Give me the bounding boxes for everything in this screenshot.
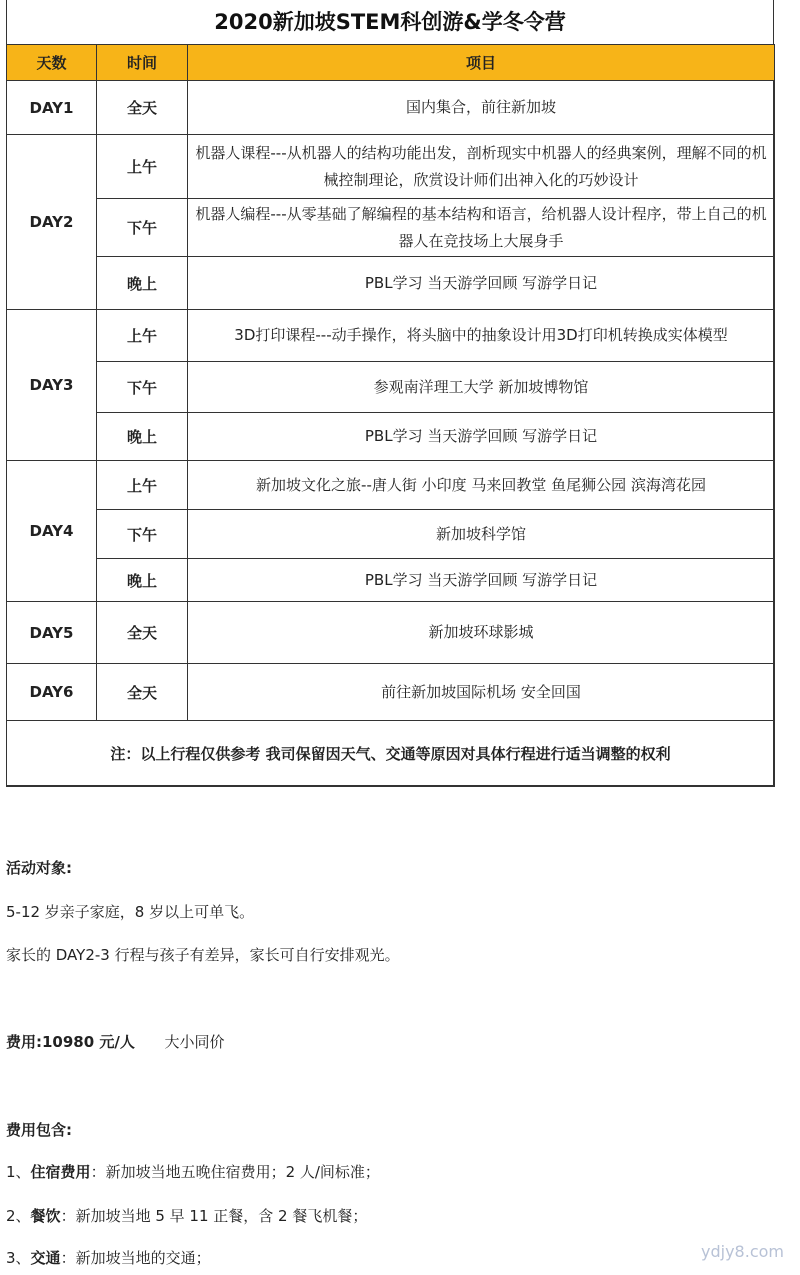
include-text: ：新加坡当地 5 早 11 正餐，含 2 餐飞机餐； — [60, 1207, 368, 1225]
time-cell: 下午 — [97, 199, 188, 257]
header-item: 项目 — [188, 45, 775, 81]
include-item-1 — [6, 1162, 380, 1182]
fee-note: 大小同价 — [164, 1033, 225, 1051]
table-row — [7, 559, 775, 602]
day-cell: DAY1 — [7, 81, 97, 135]
include-label: 住宿费用 — [30, 1163, 91, 1181]
time-cell: 全天 — [97, 602, 188, 664]
include-label: 交通 — [30, 1249, 61, 1267]
itinerary-sheet — [6, 0, 774, 786]
table-row — [7, 664, 775, 721]
day-cell: DAY5 — [7, 602, 97, 664]
watermark: ydjy8.com — [701, 1242, 784, 1261]
include-item-3 — [6, 1248, 211, 1268]
item-cell: 参观南洋理工大学 新加坡博物馆 — [188, 362, 775, 413]
time-cell: 上午 — [97, 461, 188, 510]
include-num: 3、 — [6, 1249, 31, 1267]
time-cell: 下午 — [97, 510, 188, 559]
table-row — [7, 81, 775, 135]
table-header-row — [7, 45, 775, 81]
time-cell: 上午 — [97, 135, 188, 199]
itinerary-table — [6, 44, 775, 787]
item-cell: 机器人课程---从机器人的结构功能出发，剖析现实中机器人的经典案例，理解不同的机械控制理论，欣赏设计师们出神入化的巧妙设计 — [188, 135, 775, 199]
item-cell: 机器人编程---从零基础了解编程的基本结构和语言，给机器人设计程序，带上自己的机器人在竞技场上大展身手 — [188, 199, 775, 257]
target-line-1: 5-12 岁亲子家庭，8 岁以上可单飞。 — [6, 903, 255, 921]
item-cell: 3D打印课程---动手操作，将头脑中的抽象设计用3D打印机转换成实体模型 — [188, 310, 775, 362]
include-item-2 — [6, 1206, 367, 1226]
item-cell: 新加坡环球影城 — [188, 602, 775, 664]
table-row — [7, 135, 775, 199]
header-day: 天数 — [7, 45, 97, 81]
table-row — [7, 413, 775, 461]
item-cell: PBL学习 当天游学回顾 写游学日记 — [188, 413, 775, 461]
item-cell: 国内集合，前往新加坡 — [188, 81, 775, 135]
table-row — [7, 257, 775, 310]
table-row — [7, 310, 775, 362]
item-cell: 新加坡科学馆 — [188, 510, 775, 559]
include-label: 餐饮 — [30, 1207, 61, 1225]
day-cell: DAY6 — [7, 664, 97, 721]
page-title: 2020新加坡STEM科创游&学冬令营 — [214, 10, 566, 34]
item-cell: 前往新加坡国际机场 安全回国 — [188, 664, 775, 721]
target-line-2: 家长的 DAY2-3 行程与孩子有差异，家长可自行安排观光。 — [6, 946, 400, 964]
time-cell: 下午 — [97, 362, 188, 413]
header-time: 时间 — [97, 45, 188, 81]
includes-label: 费用包含: — [6, 1121, 72, 1139]
include-text: ：新加坡当地五晚住宿费用；2 人/间标准； — [90, 1163, 380, 1181]
table-row — [7, 721, 775, 787]
time-cell: 全天 — [97, 664, 188, 721]
table-row — [7, 199, 775, 257]
time-cell: 上午 — [97, 310, 188, 362]
time-cell: 晚上 — [97, 413, 188, 461]
time-cell: 晚上 — [97, 559, 188, 602]
item-cell: 新加坡文化之旅--唐人街 小印度 马来回教堂 鱼尾狮公园 滨海湾花园 — [188, 461, 775, 510]
fee-line — [6, 1032, 224, 1052]
fee-label: 费用:10980 元/人 — [6, 1033, 135, 1051]
table-row — [7, 461, 775, 510]
time-cell: 晚上 — [97, 257, 188, 310]
table-row — [7, 510, 775, 559]
itinerary-note: 注：以上行程仅供参考 我司保留因天气、交通等原因对具体行程进行适当调整的权利 — [7, 721, 775, 787]
include-num: 1、 — [6, 1163, 31, 1181]
day-cell: DAY3 — [7, 310, 97, 461]
item-cell: PBL学习 当天游学回顾 写游学日记 — [188, 257, 775, 310]
item-cell: PBL学习 当天游学回顾 写游学日记 — [188, 559, 775, 602]
table-row — [7, 602, 775, 664]
include-num: 2、 — [6, 1207, 31, 1225]
time-cell: 全天 — [97, 81, 188, 135]
day-cell: DAY2 — [7, 135, 97, 310]
target-label: 活动对象: — [6, 859, 72, 877]
table-row — [7, 362, 775, 413]
include-text: ：新加坡当地的交通； — [60, 1249, 211, 1267]
day-cell: DAY4 — [7, 461, 97, 602]
